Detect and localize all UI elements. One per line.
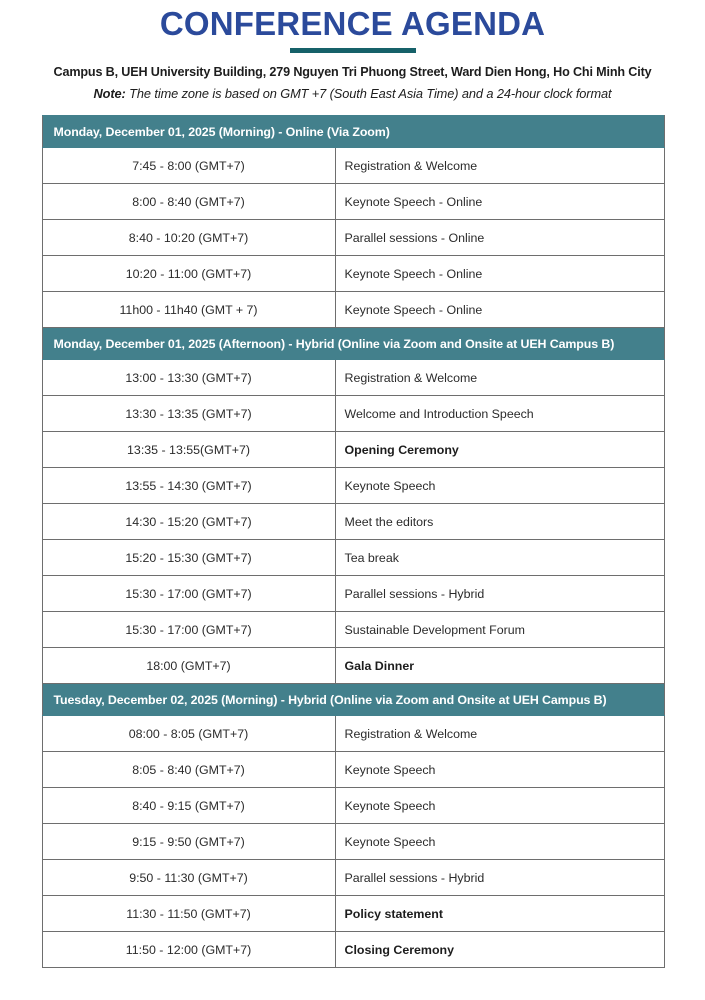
table-row [42, 220, 664, 256]
agenda-time-cell: 15:30 - 17:00 (GMT+7) [42, 612, 335, 648]
agenda-activity-cell: Meet the editors [335, 504, 664, 540]
agenda-activity-cell: Keynote Speech [335, 468, 664, 504]
agenda-time-cell: 15:20 - 15:30 (GMT+7) [42, 540, 335, 576]
table-row [42, 752, 664, 788]
agenda-activity-cell: Gala Dinner [335, 648, 664, 684]
agenda-time-cell: 8:40 - 10:20 (GMT+7) [42, 220, 335, 256]
agenda-table-body [42, 116, 664, 968]
table-row [42, 396, 664, 432]
table-row [42, 468, 664, 504]
agenda-section-header-row [42, 684, 664, 716]
timezone-note [0, 86, 705, 101]
table-row [42, 824, 664, 860]
page-title: CONFERENCE AGENDA [159, 5, 546, 42]
agenda-time-cell: 13:55 - 14:30 (GMT+7) [42, 468, 335, 504]
agenda-activity-cell: Keynote Speech - Online [335, 292, 664, 328]
table-row [42, 360, 664, 396]
agenda-activity-cell: Keynote Speech [335, 788, 664, 824]
agenda-activity-cell: Registration & Welcome [335, 360, 664, 396]
agenda-activity-cell: Closing Ceremony [335, 932, 664, 968]
agenda-time-cell: 15:30 - 17:00 (GMT+7) [42, 576, 335, 612]
agenda-activity-cell: Tea break [335, 540, 664, 576]
agenda-activity-cell: Policy statement [335, 896, 664, 932]
agenda-time-cell: 9:15 - 9:50 (GMT+7) [42, 824, 335, 860]
table-row [42, 576, 664, 612]
agenda-table [42, 115, 665, 968]
agenda-time-cell: 11:30 - 11:50 (GMT+7) [42, 896, 335, 932]
agenda-activity-cell: Welcome and Introduction Speech [335, 396, 664, 432]
agenda-activity-cell: Keynote Speech [335, 752, 664, 788]
agenda-activity-cell: Parallel sessions - Hybrid [335, 860, 664, 896]
agenda-time-cell: 13:30 - 13:35 (GMT+7) [42, 396, 335, 432]
agenda-activity-cell: Keynote Speech - Online [335, 184, 664, 220]
agenda-section-header-row [42, 328, 664, 360]
agenda-time-cell: 08:00 - 8:05 (GMT+7) [42, 716, 335, 752]
timezone-note-text: The time zone is based on GMT +7 (South East Asia Time) and a 24-hour clock format [125, 85, 612, 101]
table-row [42, 648, 664, 684]
agenda-table-container [42, 115, 664, 968]
table-row [42, 504, 664, 540]
agenda-activity-cell: Parallel sessions - Hybrid [335, 576, 664, 612]
agenda-time-cell: 10:20 - 11:00 (GMT+7) [42, 256, 335, 292]
agenda-time-cell: 11:50 - 12:00 (GMT+7) [42, 932, 335, 968]
agenda-section-heading: Monday, December 01, 2025 (Morning) - Online (Via Zoom) [42, 116, 664, 148]
agenda-section-header-row [42, 116, 664, 148]
agenda-activity-cell: Keynote Speech - Online [335, 256, 664, 292]
agenda-activity-cell: Registration & Welcome [335, 148, 664, 184]
agenda-time-cell: 18:00 (GMT+7) [42, 648, 335, 684]
agenda-activity-cell: Parallel sessions - Online [335, 220, 664, 256]
table-row [42, 184, 664, 220]
agenda-time-cell: 8:40 - 9:15 (GMT+7) [42, 788, 335, 824]
table-row [42, 896, 664, 932]
agenda-time-cell: 7:45 - 8:00 (GMT+7) [42, 148, 335, 184]
table-row [42, 256, 664, 292]
table-row [42, 932, 664, 968]
agenda-activity-cell: Sustainable Development Forum [335, 612, 664, 648]
table-row [42, 148, 664, 184]
title-underline-accent [290, 48, 416, 53]
agenda-time-cell: 8:05 - 8:40 (GMT+7) [42, 752, 335, 788]
agenda-time-cell: 13:00 - 13:30 (GMT+7) [42, 360, 335, 396]
agenda-time-cell: 11h00 - 11h40 (GMT + 7) [42, 292, 335, 328]
table-row [42, 788, 664, 824]
table-row [42, 292, 664, 328]
timezone-note-label: Note: [93, 85, 126, 101]
table-row [42, 540, 664, 576]
agenda-activity-cell: Keynote Speech [335, 824, 664, 860]
table-row [42, 432, 664, 468]
table-row [42, 612, 664, 648]
document-header [0, 0, 705, 101]
agenda-time-cell: 9:50 - 11:30 (GMT+7) [42, 860, 335, 896]
agenda-time-cell: 14:30 - 15:20 (GMT+7) [42, 504, 335, 540]
agenda-time-cell: 13:35 - 13:55(GMT+7) [42, 432, 335, 468]
agenda-activity-cell: Opening Ceremony [335, 432, 664, 468]
agenda-section-heading: Tuesday, December 02, 2025 (Morning) - Hybrid (Online via Zoom and Onsite at UEH Campus B) [42, 684, 664, 716]
agenda-section-heading: Monday, December 01, 2025 (Afternoon) - Hybrid (Online via Zoom and Onsite at UEH Campus B) [42, 328, 664, 360]
table-row [42, 860, 664, 896]
agenda-time-cell: 8:00 - 8:40 (GMT+7) [42, 184, 335, 220]
table-row [42, 716, 664, 752]
agenda-activity-cell: Registration & Welcome [335, 716, 664, 752]
venue-address: Campus B, UEH University Building, 279 Nguyen Tri Phuong Street, Ward Dien Hong, Ho Chi Minh City [53, 64, 652, 79]
